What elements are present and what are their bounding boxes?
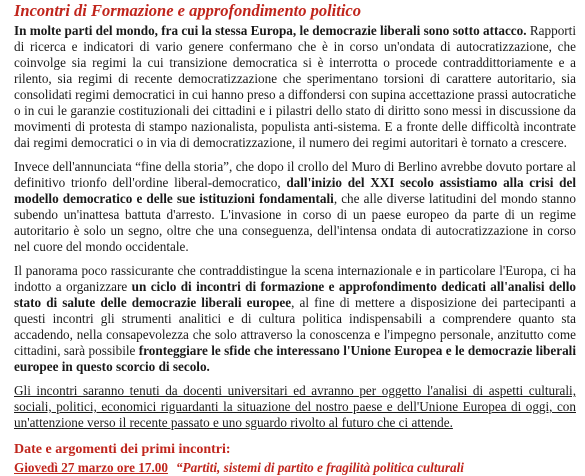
initiative-closing: fronteggiare le sfide che interessano l'Unione Europea e le democrazie liberali europee in questo scorcio di secolo. — [14, 343, 576, 374]
section-heading-dates: Date e argomenti dei primi incontri: — [14, 442, 231, 457]
intro-lead: In molte parti del mondo, fra cui la stessa Europa, le democrazie liberali sono sotto attacco. — [14, 23, 527, 38]
crisis-text-a: Invece dell'annunciata “fine della storia”, che dopo il crollo del Muro di Berlino avrebbe dovuto portare al definitivo trionfo dell'ordine liberal-democratico, — [14, 159, 576, 190]
event-date: Giovedì 27 marzo ore 17.00 — [14, 460, 168, 475]
initiative-text-a: Il panorama poco rassicurante che contraddistingue la scena internazionale e in particolare l'Europa, ci ha indotto a organizzare — [14, 263, 576, 294]
paragraph-initiative — [14, 263, 576, 375]
intro-body: Rapporti di ricerca e indicatori di vario genere confermano che è in corso un'ondata di autocratizzazione, che coinvolge sia regimi la cui transizione democratica si è interrotta o procede contraddittoriamente e a rilento, sia regimi di recente democratizzazione che sperimentano torsioni di carattere autoritario, sia consolidati regimi democratici in cui hanno preso a diffondersi con supina accettazione prassi autocratiche o in cui le garanzie costituzionali dei cittadini e i pilastri dello stato di diritto sono messi in discussione da movimenti di protesta di stampo nazionalista, populista anti-sistema. E a fronte delle difficoltà incontrate dai regimi democratici o in via di democratizzazione, il numero dei regimi autoritari è tornato a crescere. — [14, 23, 577, 150]
page-title: Incontri di Formazione e approfondimento politico — [14, 1, 361, 20]
crisis-text-c: , che alle diverse latitudini del mondo stanno subendo un'inattesa battuta d'arresto. L'invasione in corso di un paese europeo da parte di un regime autoritario è solo un segno, oltre che una conseguenza, dell'intensa ondata di autocratizzazione in corso nel cuore del mondo occidentale. — [14, 191, 576, 254]
event-topic: “Partiti, sistemi di partito e fragilità politica culturali — [175, 460, 464, 475]
document-page — [14, 0, 576, 476]
initiative-text-c: , al fine di mettere a disposizione dei partecipanti a questi incontri gli strumenti analitici e di cultura politica indispensabili a comprendere quanto sta accadendo, nella consapevolezza che solo attraverso la conoscenza e l'impegno personale, anzitutto come cittadini, sarà possibile — [14, 295, 576, 358]
paragraph-speakers: Gli incontri saranno tenuti da docenti universitari ed avranno per oggetto l'analisi di aspetti culturali, sociali, politici, economici riguardanti la situazione del nostro paese e dell'Unione Europea di oggi, con un'attenzione verso il recente passato e uno sguardo rivolto al futuro che ci attende. — [14, 383, 576, 430]
paragraph-crisis — [14, 159, 576, 255]
initiative-highlight: un ciclo di incontri di formazione e approfondimento dedicati all'analisi dello stato di salute delle democrazie liberali europee — [14, 279, 576, 310]
event-item — [14, 460, 576, 476]
crisis-highlight: dall'inizio del XXI secolo assistiamo alla crisi del modello democratico e delle sue istituzioni fondamentali — [14, 175, 576, 206]
paragraph-intro — [14, 23, 576, 151]
